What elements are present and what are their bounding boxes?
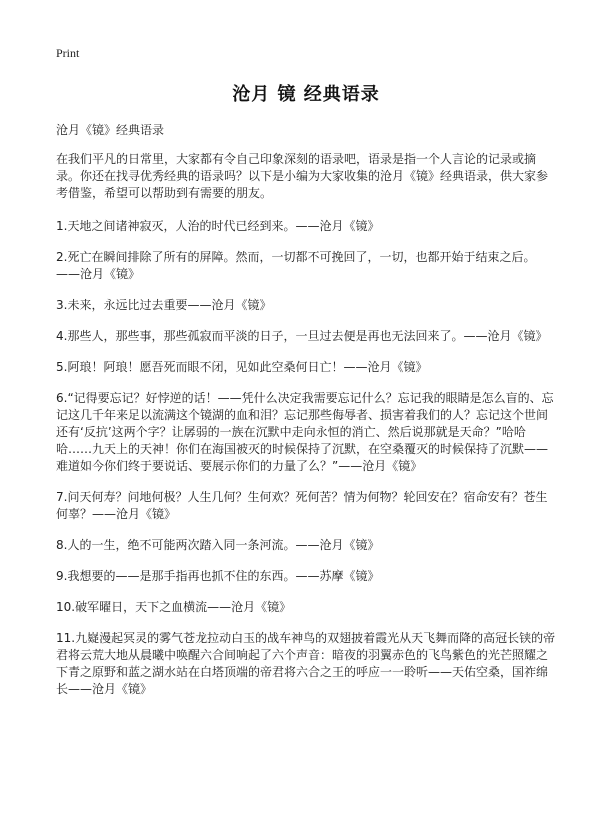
quote-11: 11.九嶷漫起冥灵的雾气苍龙拉动白玉的战车神鸟的双翅披着霞光从天飞舞而降的高冠长铗的帝君将云荒大地从晨曦中唤醒六合间响起了六个声音：暗夜的羽翼赤色的飞鸟紫色的光芒照耀之下青之原野和蓝之湖水站在白塔顶端的帝君将六合之王的呼应一一聆听——天佑空桑，国祚绵长——沧月《镜》: [56, 631, 556, 696]
page-subtitle: 沧月《镜》经典语录: [56, 123, 165, 137]
quote-5: 5.阿琅！阿琅！愿吾死而眼不闭，见如此空桑何日亡！——沧月《镜》: [56, 360, 428, 374]
quote-1: 1.天地之间诸神寂灭，人治的时代已经到来。——沧月《镜》: [56, 219, 380, 233]
intro-paragraph: 在我们平凡的日常里，大家都有令自己印象深刻的语录吧，语录是指一个人言论的记录或摘录。你还在找寻优秀经典的语录吗？以下是小编为大家收集的沧月《镜》经典语录，供大家参考借鉴，希望可以帮助到有需要的朋友。: [56, 152, 549, 200]
quote-6: 6.“记得要忘记？好悖逆的话！——凭什么决定我需要忘记什么？忘记我的眼睛是怎么盲的、忘记这几千年来足以流满这个镜湖的血和泪？忘记那些侮辱者、损害着我们的人？忘记这个世间还有‘反抗’这两个字？让孱弱的一族在沉默中走向永恒的消亡、然后说那就是天命？”哈哈哈……九天上的天神！你们在海国被灭的时候保持了沉默，在空桑覆灭的时候保持了沉默——难道如今你们终于要说话、要展示你们的力量了么？”——沧月《镜》: [56, 391, 554, 473]
article-body: [56, 151, 556, 712]
quote-10: 10.破军曜日，天下之血横流——沧月《镜》: [56, 600, 292, 614]
quote-8: 8.人的一生，绝不可能两次踏入同一条河流。——沧月《镜》: [56, 538, 380, 552]
page-title: 沧月 镜 经典语录: [232, 84, 380, 105]
quote-3: 3.未来，永远比过去重要——沧月《镜》: [56, 298, 272, 312]
quote-4: 4.那些人，那些事，那些孤寂而平淡的日子，一旦过去便是再也无法回来了。——沧月《镜》: [56, 329, 548, 343]
quote-2: 2.死亡在瞬间排除了所有的屏障。然而，一切都不可挽回了，一切，也都开始于结束之后。——沧月《镜》: [56, 250, 536, 281]
print-link[interactable]: Print: [56, 46, 80, 60]
quote-7: 7.问天何寿？问地何极？人生几何？生何欢？死何苦？情为何物？轮回安在？宿命安有？苍生何辜？——沧月《镜》: [56, 490, 548, 521]
quote-9: 9.我想要的——是那手指再也抓不住的东西。——苏摩《镜》: [56, 569, 380, 583]
